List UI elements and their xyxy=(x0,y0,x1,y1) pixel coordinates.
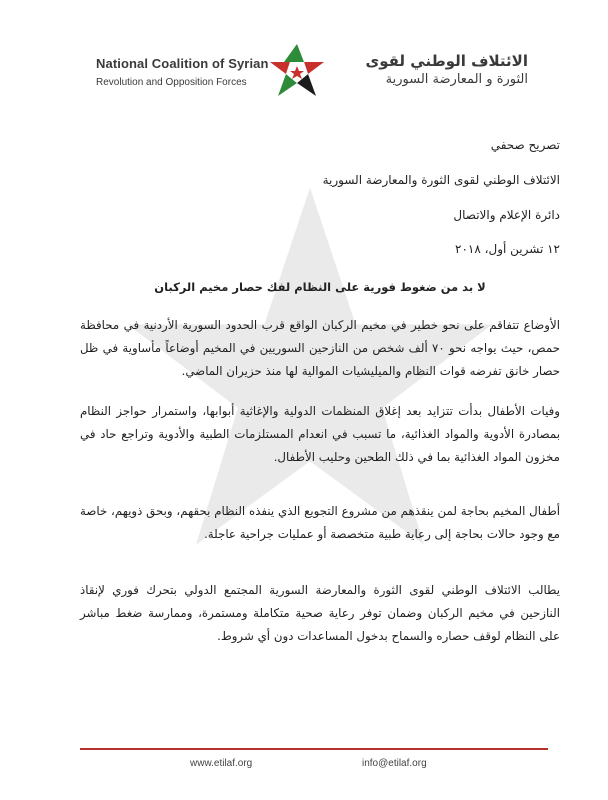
org-name-english-line2: Revolution and Opposition Forces xyxy=(96,77,247,88)
document-date: ١٢ تشرين أول، ٢٠١٨ xyxy=(455,242,560,256)
paragraph: يطالب الائتلاف الوطني لقوى الثورة والمعارضة السورية المجتمع الدولي بتحرك فوري لإنقاذ النازحين في مخيم الركبان وضمان توفر رعاية صحية متكاملة ومستمرة، وممارسة ضغط مباشر على النظام لوقف حصاره والسماح بدخول المساعدات دون أي شروط. xyxy=(80,582,560,643)
org-name-arabic-line2: الثورة و المعارضة السورية xyxy=(385,72,528,87)
paragraph: وفيات الأطفال بدأت تتزايد بعد إغلاق المنظمات الدولية والإغاثية أبوابها، واستمرار حواجز النظام بمصادرة الأدوية والمواد الغذائية، ما تسبب في انعدام المستلزمات الطبية والأدوية وتراجع حاد في مخزون المواد الغذائية بما في ذلك الطحين وحليب الأطفال. xyxy=(80,403,560,464)
letterhead xyxy=(0,0,608,120)
document-type: تصريح صحفي xyxy=(490,138,560,152)
org-name-arabic xyxy=(328,52,528,87)
org-name-english-line1: National Coalition of Syrian xyxy=(96,56,269,71)
paragraph: الأوضاع تتفاقم على نحو خطير في مخيم الركبان الواقع قرب الحدود السورية الأردنية في محافظة حمص، حيث يواجه نحو ٧٠ ألف شخص من النازحين السوريين في المخيم أوضاعاً مأساوية في ظل حصار خانق تفرضه قوات النظام والميليشيات الموالية لها منذ حزيران الماضي. xyxy=(80,317,560,378)
paragraph: أطفال المخيم بحاجة لمن ينقذهم من مشروع التجويع الذي ينفذه النظام بحقهم، وبحق ذويهم، خاصة مع وجود حالات بحاجة إلى رعاية طبية متخصصة أو عمليات جراحية عاجلة. xyxy=(80,503,560,541)
org-name-arabic-line1: الائتلاف الوطني لقوى xyxy=(365,52,528,70)
star-emblem-icon xyxy=(266,40,328,100)
department: دائرة الإعلام والاتصال xyxy=(453,208,560,222)
footer-website[interactable]: www.etilaf.org xyxy=(190,758,253,769)
headline: لا بد من ضغوط فورية على النظام لفك حصار مخيم الركبان xyxy=(154,279,486,294)
footer-divider xyxy=(80,748,548,750)
issuer: الائتلاف الوطني لقوى الثورة والمعارضة السورية xyxy=(322,173,560,187)
footer-email[interactable]: info@etilaf.org xyxy=(362,758,427,769)
org-name-english xyxy=(96,56,276,88)
